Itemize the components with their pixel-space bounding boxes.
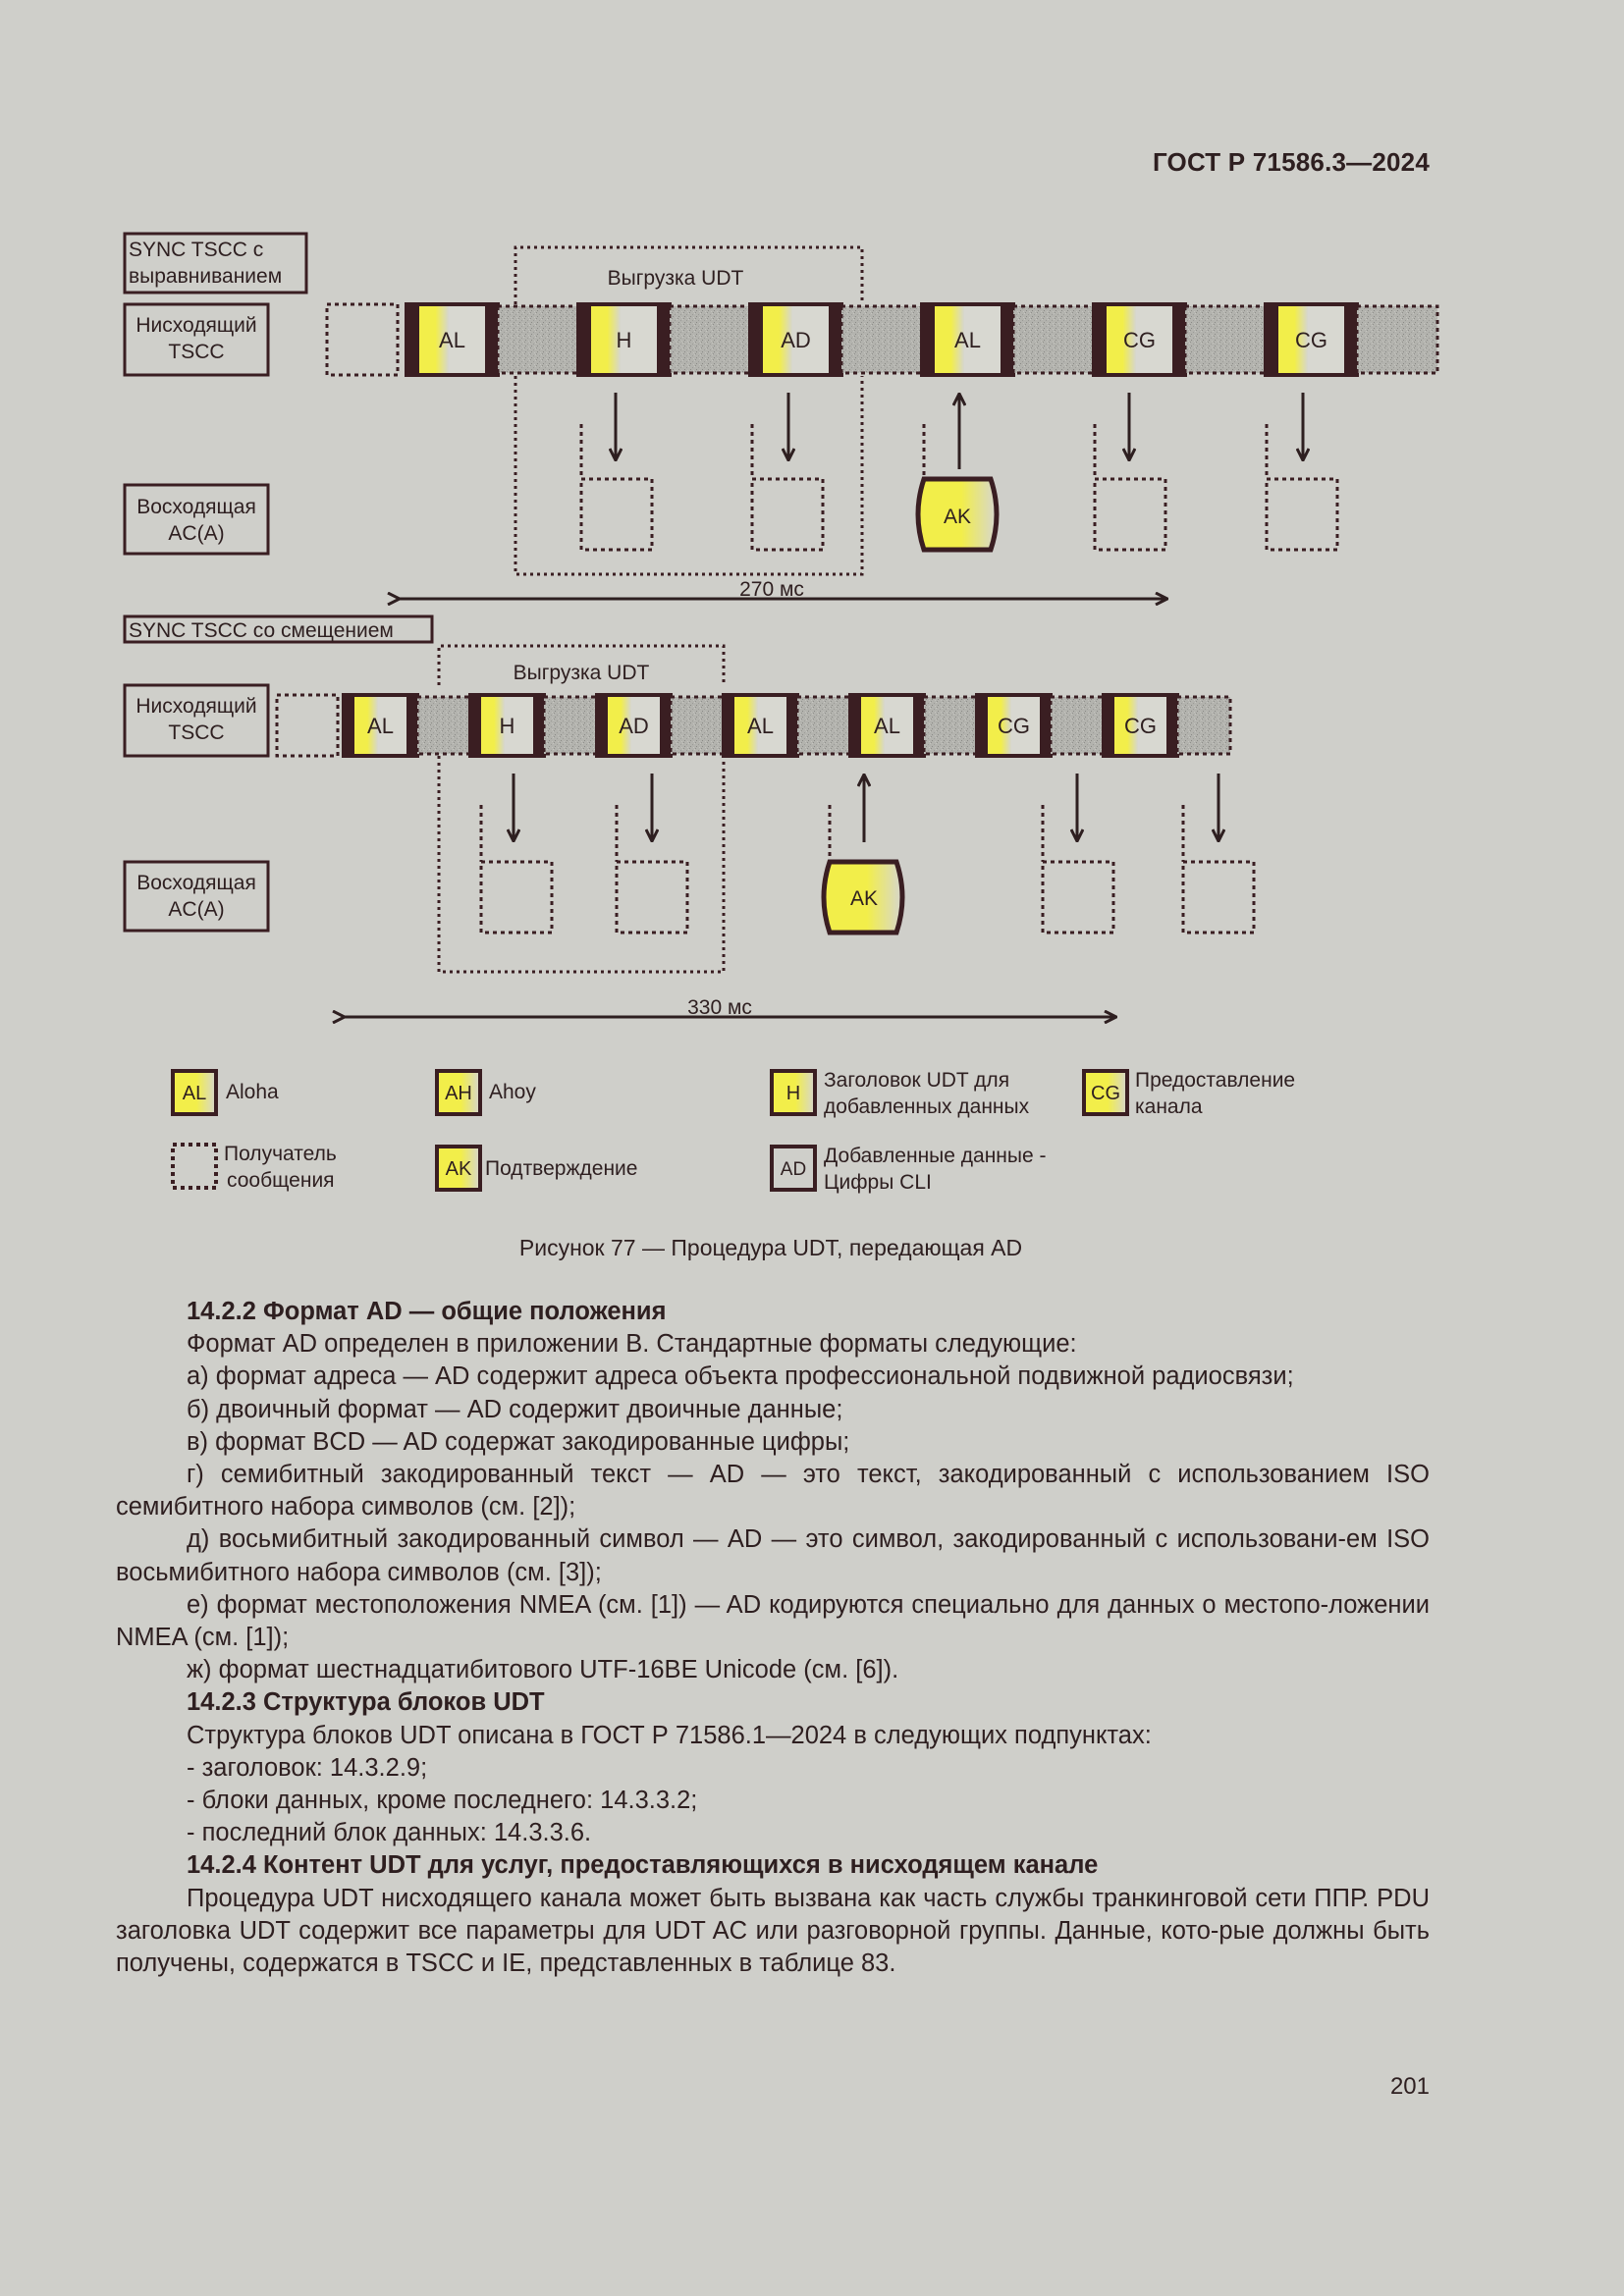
downlink-block-cg: [1104, 695, 1177, 756]
svg-text:Добавленные данные -: Добавленные данные -: [824, 1145, 1047, 1167]
list-item: г) семибитный закодированный текст — AD — это текст, закодированный с использованием ISO семибитного набора символов (см. [2]);: [116, 1461, 1430, 1522]
svg-text:AK: AK: [943, 506, 972, 528]
section-heading-14-2-4: 14.2.4 Контент UDT для услуг, предоставляющихся в нисходящем канале: [187, 1851, 1099, 1880]
list-item: - заголовок: 14.3.2.9;: [187, 1753, 428, 1782]
list-item: б) двоичный формат — AD содержит двоичные данные;: [187, 1395, 843, 1423]
svg-text:Ahoy: Ahoy: [489, 1081, 536, 1103]
idle-slot: [1013, 306, 1094, 373]
top-mode-label: SYNC TSCC с: [129, 239, 264, 261]
block-label: AD: [781, 328, 811, 352]
top-downlink-label: Нисходящий: [135, 314, 257, 337]
idle-slot: [924, 697, 977, 754]
idle-slot: [544, 697, 597, 754]
bottom-downlink-row: [344, 695, 1230, 756]
downlink-block-ad: [597, 695, 671, 756]
svg-text:H: H: [785, 1083, 801, 1104]
idle-slot: [797, 697, 850, 754]
block-label: AD: [619, 714, 649, 738]
svg-text:Заголовок UDT для: Заголовок UDT для: [824, 1069, 1010, 1092]
legend-acknowledgement: [437, 1147, 637, 1190]
paragraph: Формат AD определен в приложении В. Стандартные форматы следующие:: [187, 1330, 1077, 1359]
idle-slot: [1177, 697, 1230, 754]
top-udt-label: Выгрузка UDT: [607, 267, 744, 290]
idle-slot: [498, 306, 578, 373]
idle-slot: [671, 697, 724, 754]
svg-text:Получатель: Получатель: [224, 1143, 337, 1165]
downlink-block-al: [724, 695, 797, 756]
bottom-section: [125, 616, 1254, 1019]
block-label: AL: [747, 714, 774, 738]
downlink-block-h: [470, 695, 544, 756]
downlink-block-al: [344, 695, 417, 756]
idle-slot: [1185, 306, 1266, 373]
paragraph: Процедура UDT нисходящего канала может быть вызвана как часть службы транкинговой сети ППР. PDU заголовка UDT содержит все параметры для UDT AC или разговорной группы. Данные, кото-рые должны быть получены, содержатся в TSCC и IE, представленных в таблице 83.: [116, 1884, 1430, 1978]
svg-text:добавленных данных: добавленных данных: [824, 1095, 1030, 1118]
idle-slot: [670, 306, 750, 373]
svg-text:AK: AK: [849, 887, 879, 910]
block-label: CG: [1123, 328, 1156, 352]
svg-text:TSCC: TSCC: [168, 721, 225, 744]
svg-text:AD: AD: [780, 1159, 807, 1180]
document-id: ГОСТ Р 71586.3—2024: [1152, 147, 1430, 177]
bottom-span-label: 330 мс: [687, 996, 752, 1019]
page-number: 201: [1389, 2073, 1430, 2100]
downlink-block-cg: [977, 695, 1051, 756]
section-heading-14-2-2: 14.2.2 Формат AD — общие положения: [187, 1298, 667, 1325]
block-label: CG: [1295, 328, 1327, 352]
svg-text:сообщения: сообщения: [227, 1169, 335, 1192]
top-section: [125, 234, 1437, 601]
list-item: - блоки данных, кроме последнего: 14.3.3.2;: [187, 1787, 698, 1815]
block-label: CG: [998, 714, 1030, 738]
legend-channel-grant: [1084, 1069, 1295, 1118]
paragraph: Структура блоков UDT описана в ГОСТ Р 71586.1—2024 в следующих подпунктах:: [187, 1721, 1152, 1749]
svg-text:Aloha: Aloha: [226, 1081, 279, 1103]
list-item: в) формат BCD — AD содержат закодированные цифры;: [187, 1427, 850, 1456]
bottom-mode-label: SYNC TSCC со смещением: [129, 619, 394, 642]
svg-text:CG: CG: [1091, 1083, 1120, 1104]
svg-text:AC(A): AC(A): [168, 522, 225, 545]
idle-slot: [841, 306, 922, 373]
figure-caption: Рисунок 77 — Процедура UDT, передающая AD: [518, 1235, 1023, 1260]
list-item: - последний блок данных: 14.3.3.6.: [187, 1819, 592, 1847]
downlink-block-al: [850, 695, 924, 756]
downlink-block-al: [922, 304, 1013, 375]
block-label: H: [616, 328, 632, 352]
idle-slot: [1357, 306, 1437, 373]
legend-receiver: [173, 1143, 337, 1192]
downlink-block-h: [578, 304, 670, 375]
svg-text:Предоставление: Предоставление: [1135, 1069, 1296, 1092]
svg-text:Цифры CLI: Цифры CLI: [824, 1171, 932, 1194]
list-item: е) формат местоположения NMEA (см. [1]) — AD кодируются специально для данных о местопо-ложении NMEA (см. [1]);: [116, 1590, 1430, 1652]
block-label: AL: [954, 328, 981, 352]
block-label: AL: [874, 714, 900, 738]
svg-text:канала: канала: [1135, 1095, 1203, 1118]
block-label: AL: [367, 714, 394, 738]
svg-text:AL: AL: [182, 1083, 207, 1104]
block-label: AL: [439, 328, 465, 352]
downlink-block-ad: [750, 304, 841, 375]
list-item: ж) формат шестнадцатибитового UTF-16BE Unicode (см. [6]).: [187, 1656, 899, 1684]
bottom-udt-label: Выгрузка UDT: [513, 662, 650, 684]
svg-text:TSCC: TSCC: [168, 341, 225, 363]
downlink-block-al: [406, 304, 498, 375]
svg-text:AK: AK: [445, 1158, 472, 1180]
downlink-block-cg: [1094, 304, 1185, 375]
block-label: CG: [1124, 714, 1157, 738]
svg-text:Подтверждение: Подтверждение: [485, 1157, 638, 1180]
legend-appended-data: [772, 1145, 1047, 1194]
legend-header: [772, 1069, 1030, 1118]
top-downlink-row: [406, 304, 1437, 375]
idle-slot: [1051, 697, 1104, 754]
top-uplink-label: Восходящая: [136, 496, 256, 518]
list-item: д) восьмибитный закодированный символ — AD — это символ, закодированный с использовани-ем ISO восьмибитного набора символов (см. [3]);: [116, 1525, 1430, 1586]
bottom-ack-block: [824, 862, 902, 933]
bottom-downlink-label: Нисходящий: [135, 695, 257, 718]
svg-text:AC(A): AC(A): [168, 898, 225, 921]
top-ack-block: [918, 479, 997, 550]
idle-slot: [417, 697, 470, 754]
block-label: H: [499, 714, 515, 738]
legend-ahoy: [437, 1071, 536, 1114]
legend-aloha: [173, 1071, 279, 1114]
downlink-block-cg: [1266, 304, 1357, 375]
svg-text:выравниванием: выравниванием: [129, 265, 283, 288]
bottom-uplink-label: Восходящая: [136, 872, 256, 894]
document-body: [116, 1296, 1430, 1980]
section-heading-14-2-3: 14.2.3 Структура блоков UDT: [187, 1688, 545, 1717]
top-span-label: 270 мс: [739, 578, 804, 601]
legend: [173, 1069, 1295, 1194]
list-item: а) формат адреса — AD содержит адреса объекта профессиональной подвижной радиосвязи;: [187, 1362, 1294, 1391]
svg-text:AH: AH: [445, 1083, 472, 1104]
